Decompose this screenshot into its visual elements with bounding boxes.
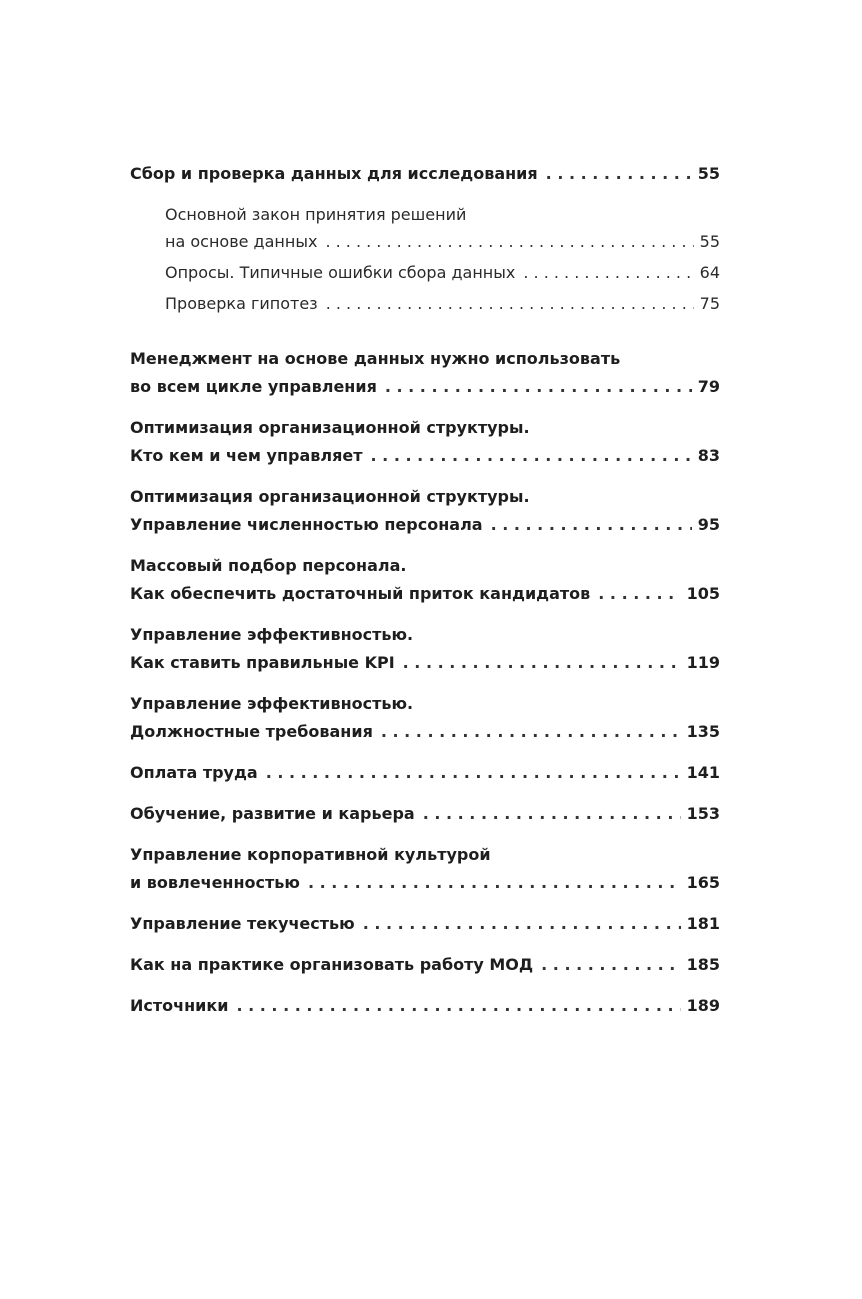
toc-entry-title: Как на практике организовать работу МОД (130, 955, 534, 974)
toc-subentry (165, 259, 720, 286)
dot-leader (491, 511, 692, 539)
toc-entry-page: 165 (686, 873, 720, 892)
toc-entry (130, 759, 720, 787)
toc-entry-line (130, 580, 720, 608)
toc-entry-page: 55 (699, 232, 720, 251)
toc-entry (130, 690, 720, 746)
dot-leader (236, 992, 680, 1020)
dot-leader (363, 910, 681, 938)
toc-entry-page: 83 (697, 446, 720, 465)
toc-entry-line (130, 992, 720, 1020)
toc-entry-title-line1: Массовый подбор персонала. (130, 556, 407, 575)
toc-entry-line (130, 649, 720, 677)
toc-entry-title: Проверка гипотез (165, 294, 318, 313)
toc-entry (130, 414, 720, 470)
toc-entry-page: 119 (686, 653, 720, 672)
toc-entry-line (130, 951, 720, 979)
toc-entry-title: Как обеспечить достаточный приток кандидатов (130, 584, 591, 603)
toc-entry-line (130, 759, 720, 787)
toc-entry-title: Сбор и проверка данных для исследования (130, 164, 538, 183)
toc-entry-title: во всем цикле управления (130, 377, 377, 396)
toc-entry (130, 910, 720, 938)
dot-leader (266, 759, 681, 787)
toc-entry-page: 181 (686, 914, 720, 933)
toc-entry-title: Как ставить правильные KPI (130, 653, 395, 672)
toc-entry (130, 992, 720, 1020)
toc-entry-title: Источники (130, 996, 229, 1015)
toc-entry-title: Опросы. Типичные ошибки сбора данных (165, 263, 516, 282)
toc-entry-page: 135 (686, 722, 720, 741)
toc-entry (130, 951, 720, 979)
dot-leader (523, 259, 693, 286)
toc-entry-page: 64 (699, 263, 720, 282)
toc-entry-line (165, 290, 720, 317)
toc-entry-line (130, 869, 720, 897)
toc-entry-line (130, 442, 720, 470)
dot-leader (546, 160, 692, 188)
dot-leader (371, 442, 692, 470)
toc-entry-title: Должностные требования (130, 722, 373, 741)
toc-entry (130, 552, 720, 608)
toc-subentry (165, 201, 720, 255)
toc-entry-page: 153 (686, 804, 720, 823)
toc-entry-line (165, 228, 720, 255)
toc-entry-line (130, 373, 720, 401)
toc-entry-page: 185 (686, 955, 720, 974)
toc-entry (130, 160, 720, 188)
toc-entry-title: Управление численностью персонала (130, 515, 483, 534)
dot-leader (308, 869, 681, 897)
toc-entry-title-line1: Управление эффективностью. (130, 694, 414, 713)
toc-entry-page: 75 (699, 294, 720, 313)
toc-entry-page: 55 (697, 164, 720, 183)
toc-entry (130, 345, 720, 401)
toc-subentry (165, 290, 720, 317)
toc-entry-title: Управление текучестью (130, 914, 355, 933)
toc-entry-page: 105 (686, 584, 720, 603)
toc-entry-line (165, 259, 720, 286)
toc-entry-line (130, 910, 720, 938)
toc-entry-title-line1: Управление эффективностью. (130, 625, 414, 644)
toc-entry-line (130, 718, 720, 746)
toc-entry (130, 621, 720, 677)
toc-entry-page: 95 (697, 515, 720, 534)
toc-entry-title: Обучение, развитие и карьера (130, 804, 415, 823)
dot-leader (541, 951, 680, 979)
toc-entry-title-line1: Оптимизация организационной структуры. (130, 418, 530, 437)
toc-entry (130, 841, 720, 897)
toc-entry-title: Кто кем и чем управляет (130, 446, 363, 465)
dot-leader (598, 580, 680, 608)
toc-entry-title: на основе данных (165, 232, 318, 251)
dot-leader (326, 290, 694, 317)
toc-entry-page: 189 (686, 996, 720, 1015)
dot-leader (385, 373, 692, 401)
dot-leader (325, 228, 693, 255)
toc-entry-title-line1: Менеджмент на основе данных нужно использовать (130, 349, 621, 368)
toc-entry-line (130, 800, 720, 828)
toc-entry-title-line1: Оптимизация организационной структуры. (130, 487, 530, 506)
toc-entry-line (130, 160, 720, 188)
dot-leader (423, 800, 681, 828)
dot-leader (403, 649, 681, 677)
toc-entry (130, 800, 720, 828)
toc-entry-line (130, 511, 720, 539)
toc-entry-title-line1: Управление корпоративной культурой (130, 845, 491, 864)
dot-leader (381, 718, 681, 746)
table-of-contents (130, 160, 720, 1033)
toc-entry (130, 483, 720, 539)
toc-entry-title-line1: Основной закон принятия решений (165, 205, 467, 224)
toc-entry-title: и вовлеченностью (130, 873, 300, 892)
toc-entry-title: Оплата труда (130, 763, 258, 782)
toc-entry-page: 141 (686, 763, 720, 782)
toc-entry-page: 79 (697, 377, 720, 396)
